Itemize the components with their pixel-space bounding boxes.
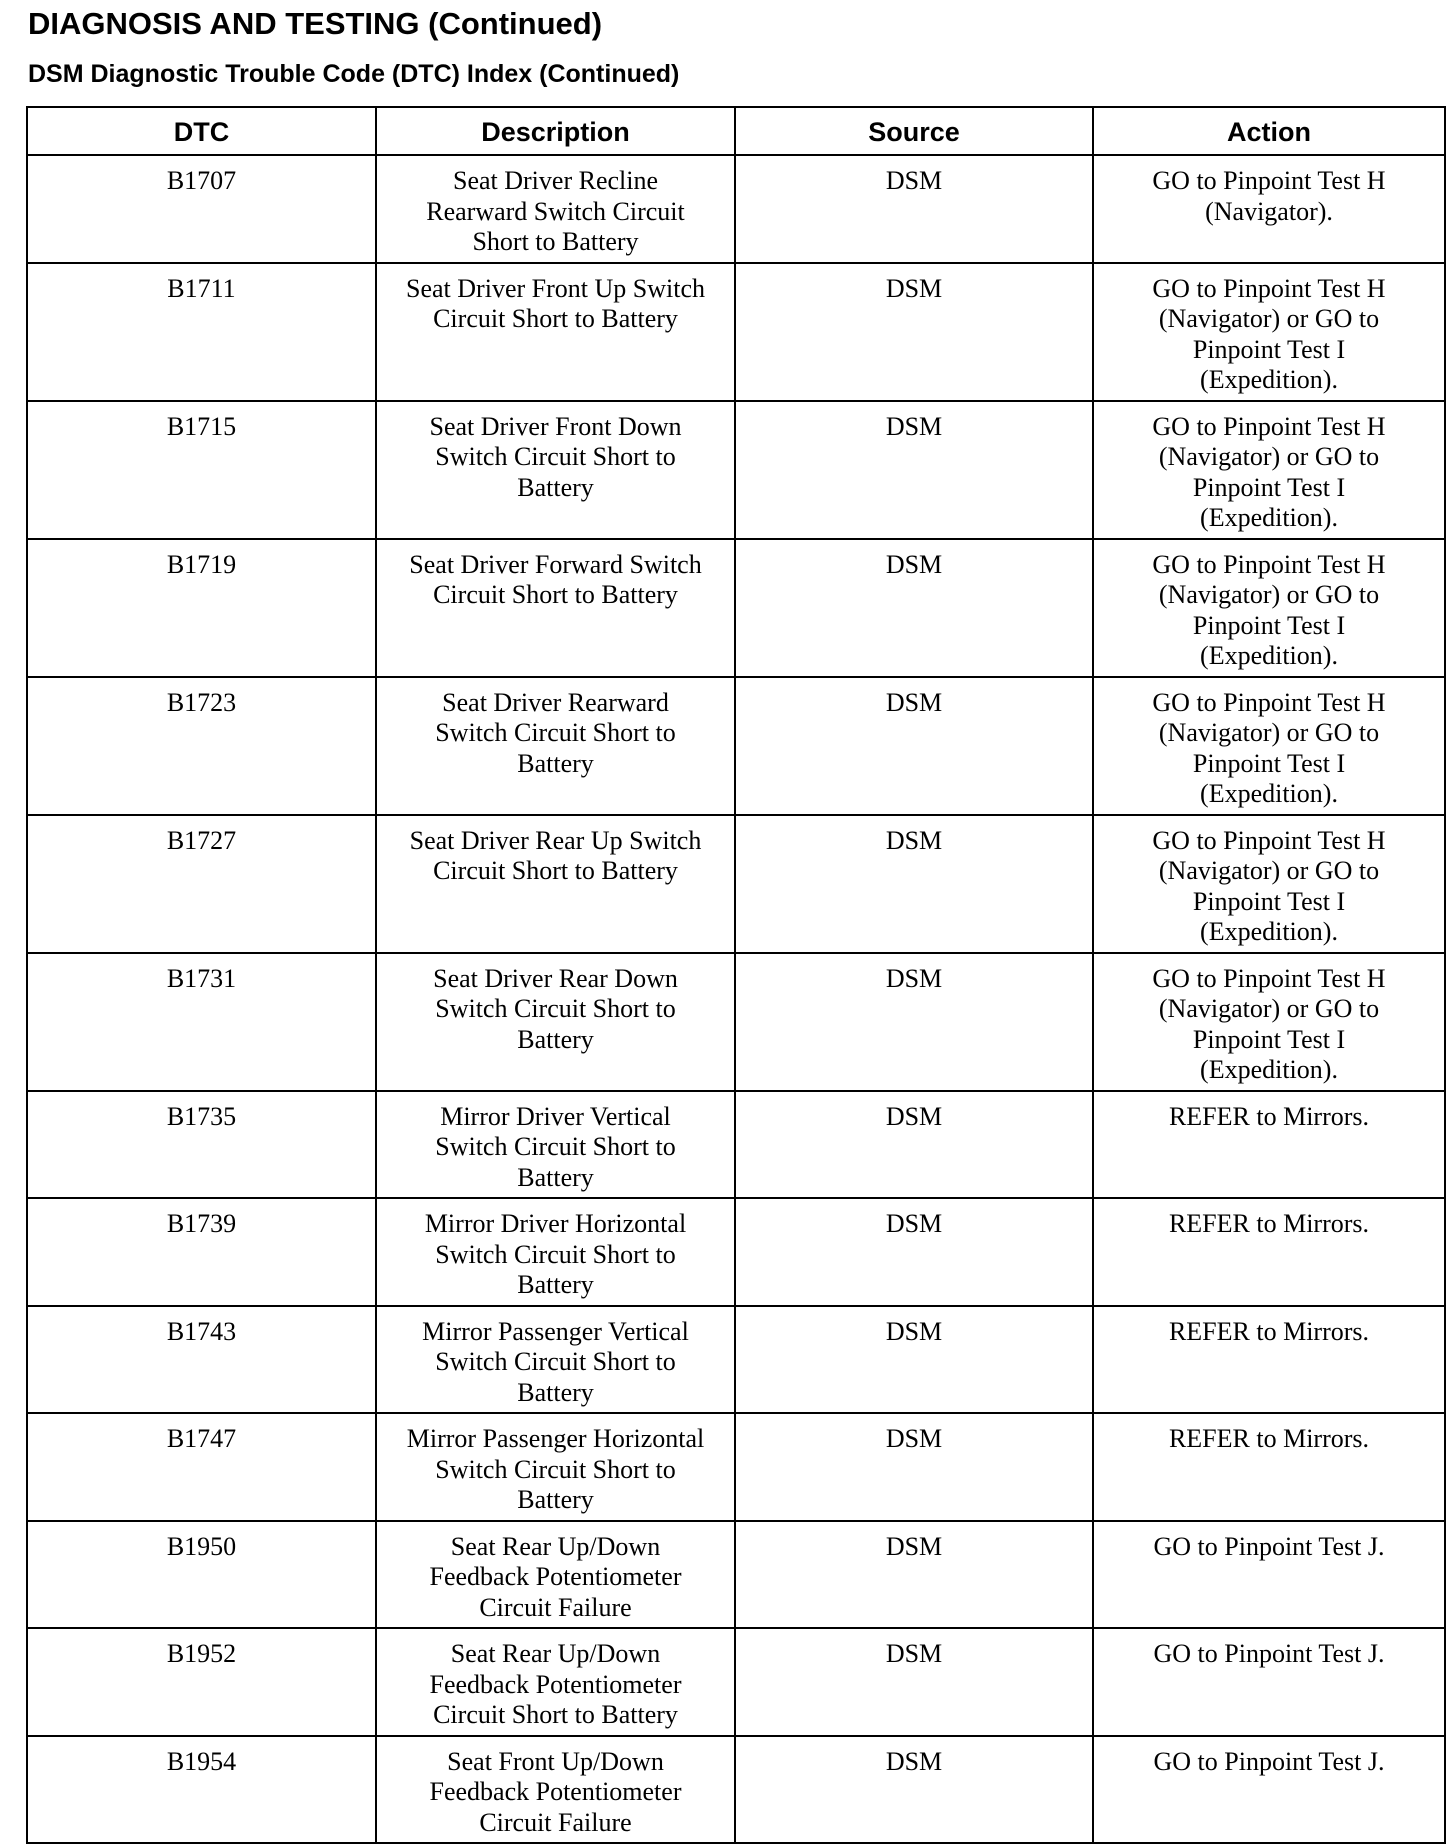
- dtc-code: B1739: [27, 1198, 376, 1306]
- dtc-description: [376, 1736, 735, 1844]
- dtc-source: DSM: [735, 1521, 1093, 1629]
- dtc-source: DSM: [735, 1091, 1093, 1199]
- dtc-action-text: GO to Pinpoint Test H (Navigator) or GO to Pinpoint Test I (Expedition).: [1152, 825, 1386, 946]
- dtc-action: GO to Pinpoint Test J.: [1093, 1628, 1445, 1736]
- dtc-action-text: GO to Pinpoint Test H (Navigator) or GO to Pinpoint Test I (Expedition).: [1152, 687, 1386, 808]
- dtc-code: B1707: [27, 155, 376, 263]
- page-title: DIAGNOSIS AND TESTING (Continued): [28, 6, 603, 41]
- dtc-source: DSM: [735, 815, 1093, 953]
- dtc-description-text: Seat Driver Front Up Switch Circuit Short to Battery: [406, 273, 705, 333]
- dtc-action-text: GO to Pinpoint Test H (Navigator) or GO to Pinpoint Test I (Expedition).: [1152, 549, 1386, 670]
- dtc-description: [376, 263, 735, 401]
- dtc-index-table: [26, 106, 1446, 1844]
- dtc-action: [1093, 815, 1445, 953]
- dtc-description: [376, 1628, 735, 1736]
- column-header-dtc: DTC: [27, 107, 376, 155]
- dtc-action: REFER to Mirrors.: [1093, 1198, 1445, 1306]
- dtc-action: REFER to Mirrors.: [1093, 1091, 1445, 1199]
- dtc-description: [376, 1198, 735, 1306]
- dtc-action: [1093, 677, 1445, 815]
- dtc-description: [376, 677, 735, 815]
- dtc-description: [376, 815, 735, 953]
- dtc-source: DSM: [735, 155, 1093, 263]
- table-row: [27, 155, 1445, 263]
- table-header-row: [27, 107, 1445, 155]
- dtc-action: GO to Pinpoint Test J.: [1093, 1736, 1445, 1844]
- dtc-description: [376, 539, 735, 677]
- dtc-source: DSM: [735, 1198, 1093, 1306]
- dtc-action-text: GO to Pinpoint Test H (Navigator).: [1152, 166, 1386, 226]
- table-row: [27, 1736, 1445, 1844]
- column-header-source: Source: [735, 107, 1093, 155]
- dtc-description: [376, 401, 735, 539]
- dtc-description-text: Seat Driver Recline Rearward Switch Circuit Short to Battery: [426, 166, 685, 256]
- dtc-source: DSM: [735, 1306, 1093, 1414]
- dtc-description-text: Seat Driver Front Down Switch Circuit Short to Battery: [429, 411, 682, 502]
- table-row: [27, 539, 1445, 677]
- dtc-action: [1093, 401, 1445, 539]
- dtc-action-text: GO to Pinpoint Test H (Navigator) or GO to Pinpoint Test I (Expedition).: [1152, 411, 1386, 532]
- dtc-action: REFER to Mirrors.: [1093, 1306, 1445, 1414]
- dtc-code: B1711: [27, 263, 376, 401]
- dtc-description-text: Seat Rear Up/Down Feedback Potentiometer Circuit Short to Battery: [429, 1639, 682, 1729]
- dtc-description: [376, 1521, 735, 1629]
- dtc-code: B1747: [27, 1413, 376, 1521]
- dtc-action-text: GO to Pinpoint Test H (Navigator) or GO to Pinpoint Test I (Expedition).: [1152, 273, 1386, 394]
- dtc-code: B1727: [27, 815, 376, 953]
- dtc-description-text: Mirror Passenger Vertical Switch Circuit Short to Battery: [422, 1316, 689, 1407]
- dtc-description: [376, 1091, 735, 1199]
- table-row: [27, 263, 1445, 401]
- dtc-description-text: Mirror Driver Horizontal Switch Circuit Short to Battery: [424, 1209, 687, 1299]
- dtc-source: DSM: [735, 1628, 1093, 1736]
- dtc-source: DSM: [735, 1736, 1093, 1844]
- table-row: [27, 1521, 1445, 1629]
- dtc-description: [376, 1306, 735, 1414]
- dtc-description: [376, 953, 735, 1091]
- dtc-action: [1093, 263, 1445, 401]
- dtc-action: REFER to Mirrors.: [1093, 1413, 1445, 1521]
- dtc-code: B1735: [27, 1091, 376, 1199]
- dtc-source: DSM: [735, 401, 1093, 539]
- dtc-code: B1950: [27, 1521, 376, 1629]
- table-row: [27, 1198, 1445, 1306]
- dtc-description-text: Seat Driver Rear Up Switch Circuit Short to Battery: [409, 825, 702, 885]
- dtc-source: DSM: [735, 539, 1093, 677]
- column-header-action: Action: [1093, 107, 1445, 155]
- dtc-description-text: Seat Driver Forward Switch Circuit Short to Battery: [409, 549, 702, 609]
- dtc-code: B1715: [27, 401, 376, 539]
- table-row: [27, 953, 1445, 1091]
- dtc-source: DSM: [735, 677, 1093, 815]
- dtc-description: [376, 155, 735, 263]
- dtc-action-text: GO to Pinpoint Test H (Navigator) or GO to Pinpoint Test I (Expedition).: [1152, 963, 1386, 1084]
- dtc-description-text: Seat Driver Rearward Switch Circuit Short to Battery: [435, 687, 676, 778]
- dtc-source: DSM: [735, 263, 1093, 401]
- table-row: [27, 1091, 1445, 1199]
- table-row: [27, 401, 1445, 539]
- dtc-description-text: Mirror Driver Vertical Switch Circuit Short to Battery: [435, 1101, 676, 1192]
- table-row: [27, 1306, 1445, 1414]
- dtc-action: [1093, 155, 1445, 263]
- dtc-code: B1952: [27, 1628, 376, 1736]
- dtc-source: DSM: [735, 953, 1093, 1091]
- dtc-source: DSM: [735, 1413, 1093, 1521]
- dtc-action: [1093, 953, 1445, 1091]
- table-title: DSM Diagnostic Trouble Code (DTC) Index (Continued): [28, 60, 680, 88]
- dtc-description: [376, 1413, 735, 1521]
- dtc-description-text: Seat Driver Rear Down Switch Circuit Short to Battery: [433, 963, 678, 1054]
- dtc-action: [1093, 539, 1445, 677]
- dtc-action: GO to Pinpoint Test J.: [1093, 1521, 1445, 1629]
- dtc-description-text: Seat Rear Up/Down Feedback Potentiometer Circuit Failure: [429, 1531, 682, 1622]
- column-header-description: Description: [376, 107, 735, 155]
- dtc-description-text: Seat Front Up/Down Feedback Potentiometer Circuit Failure: [429, 1746, 682, 1837]
- table-row: [27, 1413, 1445, 1521]
- dtc-code: B1723: [27, 677, 376, 815]
- table-row: [27, 677, 1445, 815]
- table-row: [27, 1628, 1445, 1736]
- dtc-code: B1743: [27, 1306, 376, 1414]
- dtc-code: B1731: [27, 953, 376, 1091]
- dtc-description-text: Mirror Passenger Horizontal Switch Circuit Short to Battery: [406, 1424, 705, 1514]
- dtc-code: B1954: [27, 1736, 376, 1844]
- table-row: [27, 815, 1445, 953]
- dtc-code: B1719: [27, 539, 376, 677]
